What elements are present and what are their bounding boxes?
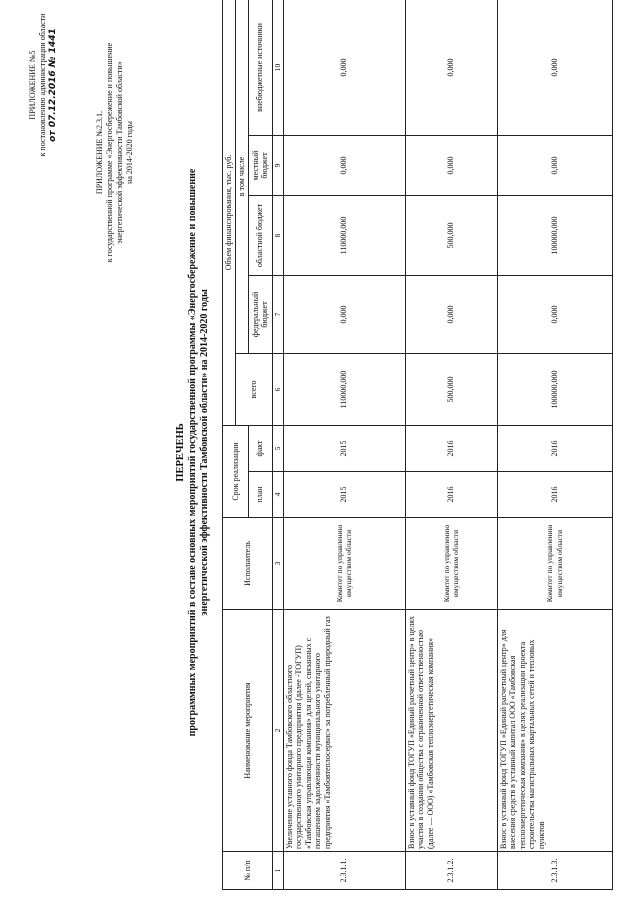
row-plan: 2016 bbox=[497, 472, 612, 518]
row-executor: Комитет по управлению имуществом области bbox=[497, 518, 612, 610]
appendix-2-3-1-line4: на 2014-2020 годы bbox=[125, 121, 134, 184]
title-line1: программных мероприятий в составе основных мероприятий государственной программы «Энергосбережение и повышение bbox=[187, 168, 198, 737]
header-regional: областной бюджет bbox=[248, 195, 272, 275]
row-federal: 0,000 bbox=[497, 275, 612, 353]
measures-table bbox=[222, 0, 613, 890]
row-extra: 0,000 bbox=[497, 0, 612, 135]
row-extra: 0,000 bbox=[405, 0, 497, 135]
column-number-row bbox=[272, 0, 283, 890]
row-num: 2.3.1.3. bbox=[497, 852, 612, 890]
row-local: 0,000 bbox=[497, 135, 612, 195]
colnum: 2 bbox=[272, 610, 283, 852]
header-extra: внебюджетные источники bbox=[248, 0, 272, 135]
colnum: 1 bbox=[272, 852, 283, 890]
colnum: 6 bbox=[272, 353, 283, 425]
row-regional: 100000,000 bbox=[497, 195, 612, 275]
row-fact: 2015 bbox=[283, 425, 405, 471]
row-executor: Комитет по управлению имуществом области bbox=[405, 518, 497, 610]
row-total: 110000,000 bbox=[283, 353, 405, 425]
appendix-2-3-1-title: ПРИЛОЖЕНИЕ №2.3.1. bbox=[95, 110, 104, 195]
row-plan: 2016 bbox=[405, 472, 497, 518]
row-fact: 2016 bbox=[405, 425, 497, 471]
row-name: Увеличение уставного фонда Тамбовского областного государственного унитарного предприятия (далее -ТОГУП) «Тамбовская управляющая компания» для целей, связанных с погашением задолженности муниципального унитарного предприятия «Тамбовтеплосервис» за потребленный природный газ bbox=[283, 610, 405, 852]
table-row bbox=[497, 0, 612, 890]
row-name: Взнос в уставный фонд ТОГУП «Единый расчетный центр» для внесения средств в уставный капитал ООО «Тамбовская теплоэнергетическая компания» в целях реализации проекта строительства магистральных квартальных сетей и тепловых пунктов bbox=[497, 610, 612, 852]
header-name: Наименование мероприятия bbox=[223, 610, 273, 852]
row-regional: 110000,000 bbox=[283, 195, 405, 275]
header-incl: в том числе bbox=[236, 0, 249, 353]
colnum: 5 bbox=[272, 425, 283, 471]
row-regional: 500,000 bbox=[405, 195, 497, 275]
header-plan: план bbox=[248, 472, 272, 518]
colnum: 8 bbox=[272, 195, 283, 275]
colnum: 3 bbox=[272, 518, 283, 610]
header-total: всего bbox=[236, 353, 273, 425]
appendix-5-title: ПРИЛОЖЕНИЕ №5 bbox=[28, 50, 37, 120]
colnum: 9 bbox=[272, 135, 283, 195]
table-row bbox=[405, 0, 497, 890]
row-fact: 2016 bbox=[497, 425, 612, 471]
appendix-2-3-1-line2: к государственной программе «Энергосбережение и повышение bbox=[105, 42, 114, 263]
handwritten-date-number: от 07.12.2016 № 1441 bbox=[48, 28, 58, 142]
title-line2: энергетической эффективности Тамбовской области» на 2014-2020 годы bbox=[199, 289, 210, 616]
row-extra: 0,000 bbox=[283, 0, 405, 135]
header-executor: Исполнитель bbox=[223, 518, 273, 610]
header-num: № п/п bbox=[223, 852, 273, 890]
colnum: 10 bbox=[272, 0, 283, 135]
appendix-2-3-1-block bbox=[95, 10, 135, 295]
row-local: 0,000 bbox=[405, 135, 497, 195]
row-name: Взнос в уставный фонд ТОГУП «Единый расчетный центр» в целях участия в создании общества с ограниченной ответственностью (далее — ООО) «Тамбовская теплоэнергетическая компания» bbox=[405, 610, 497, 852]
row-executor: Комитет по управлению имуществом области bbox=[283, 518, 405, 610]
row-federal: 0,000 bbox=[283, 275, 405, 353]
appendix-5-reference: к постановлению администрации области bbox=[38, 13, 47, 157]
row-federal: 0,000 bbox=[405, 275, 497, 353]
row-local: 0,000 bbox=[283, 135, 405, 195]
header-fact: факт bbox=[248, 425, 272, 471]
appendix-2-3-1-line3: энергетической эффективности Тамбовской области» bbox=[115, 61, 124, 244]
row-num: 2.3.1.2. bbox=[405, 852, 497, 890]
appendix-5-block bbox=[28, 10, 58, 160]
row-total: 500,000 bbox=[405, 353, 497, 425]
colnum: 7 bbox=[272, 275, 283, 353]
table-row bbox=[283, 0, 405, 890]
document-title bbox=[175, 20, 211, 885]
header-term: Срок реализации bbox=[223, 425, 249, 517]
row-plan: 2015 bbox=[283, 472, 405, 518]
colnum: 4 bbox=[272, 472, 283, 518]
title-heading: ПЕРЕЧЕНЬ bbox=[175, 423, 186, 482]
header-local: местный бюджет bbox=[248, 135, 272, 195]
row-num: 2.3.1.1. bbox=[283, 852, 405, 890]
header-federal: федеральный бюджет bbox=[248, 275, 272, 353]
row-total: 100000,000 bbox=[497, 353, 612, 425]
header-funding: Объем финансирования, тыс. руб. bbox=[223, 0, 236, 425]
